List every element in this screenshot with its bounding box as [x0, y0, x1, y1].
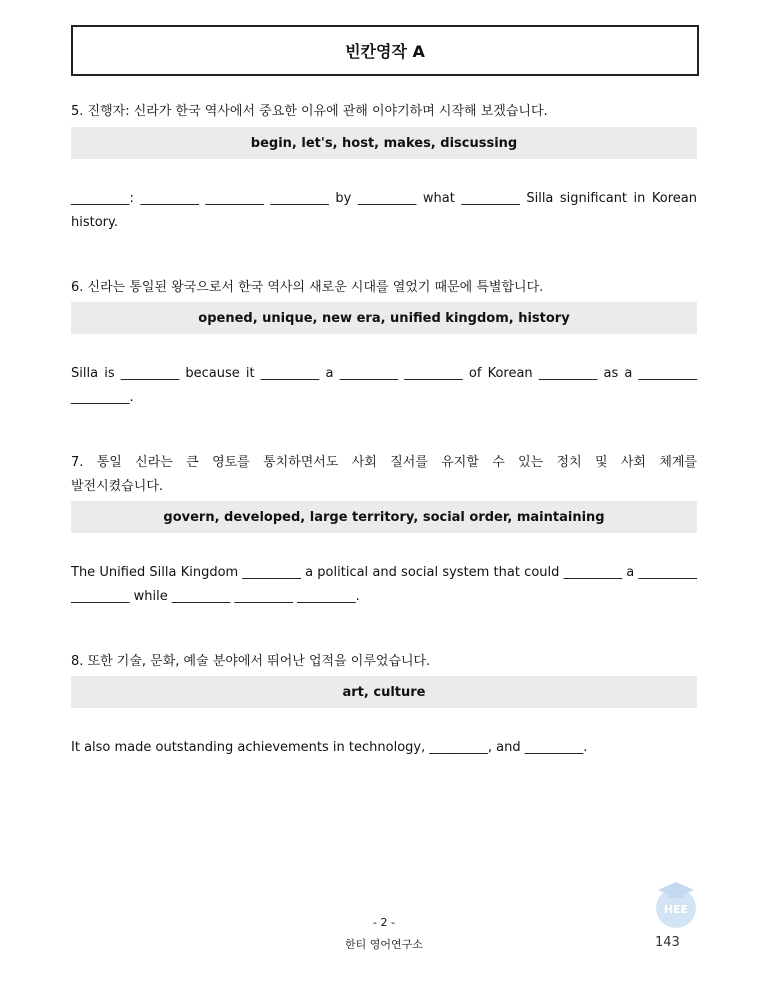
- question-5-prompt: 5. 진행자: 신라가 한국 역사에서 중요한 이유에 관해 이야기하며 시작해 보겠습니다.: [71, 104, 548, 119]
- question-7-keywords: govern, developed, large territory, social order, maintaining: [71, 501, 697, 533]
- answer-line: history.: [71, 215, 118, 230]
- answer-line: Silla is _________ because it _________ a _________ _________ of Korean _________ as a _________: [71, 366, 697, 381]
- question-6-prompt: 6. 신라는 통일된 왕국으로서 한국 역사의 새로운 시대를 열었기 때문에 특별합니다.: [71, 280, 544, 295]
- page-number: - 2 -: [373, 916, 395, 929]
- answer-line: _________.: [71, 390, 134, 405]
- question-6-answer: [71, 362, 697, 410]
- question-8-keywords: art, culture: [71, 676, 697, 708]
- question-7-prompt: [71, 451, 697, 499]
- question-5-keywords: begin, let's, host, makes, discussing: [71, 127, 697, 159]
- prompt-line: 7. 통일 신라는 큰 영토를 통치하면서도 사회 질서를 유지할 수 있는 정치 및 사회 체계를: [71, 455, 697, 470]
- question-5-answer: [71, 187, 697, 235]
- prompt-line: 발전시켰습니다.: [71, 479, 164, 494]
- answer-line: The Unified Silla Kingdom _________ a political and social system that could _________ a _________: [71, 565, 697, 580]
- side-page-number: 143: [655, 935, 680, 950]
- question-6-keywords: opened, unique, new era, unified kingdom, history: [71, 302, 697, 334]
- hee-logo-icon: [648, 876, 704, 932]
- page-title: 빈칸영작 A: [71, 25, 699, 76]
- question-7-answer: [71, 561, 697, 609]
- answer-line: _________: _________ _________ _________ by _________ what _________ Silla significant in Korean: [71, 191, 697, 206]
- answer-line: _________ while _________ _________ _________.: [71, 589, 360, 604]
- question-8-prompt: 8. 또한 기술, 문화, 예술 분야에서 뛰어난 업적을 이루었습니다.: [71, 654, 431, 669]
- answer-line: It also made outstanding achievements in technology, _________, and _________.: [71, 740, 588, 755]
- footer-organization: 한티 영어연구소: [345, 938, 423, 951]
- logo-text: HEE: [663, 903, 689, 916]
- question-8-answer: [71, 736, 697, 760]
